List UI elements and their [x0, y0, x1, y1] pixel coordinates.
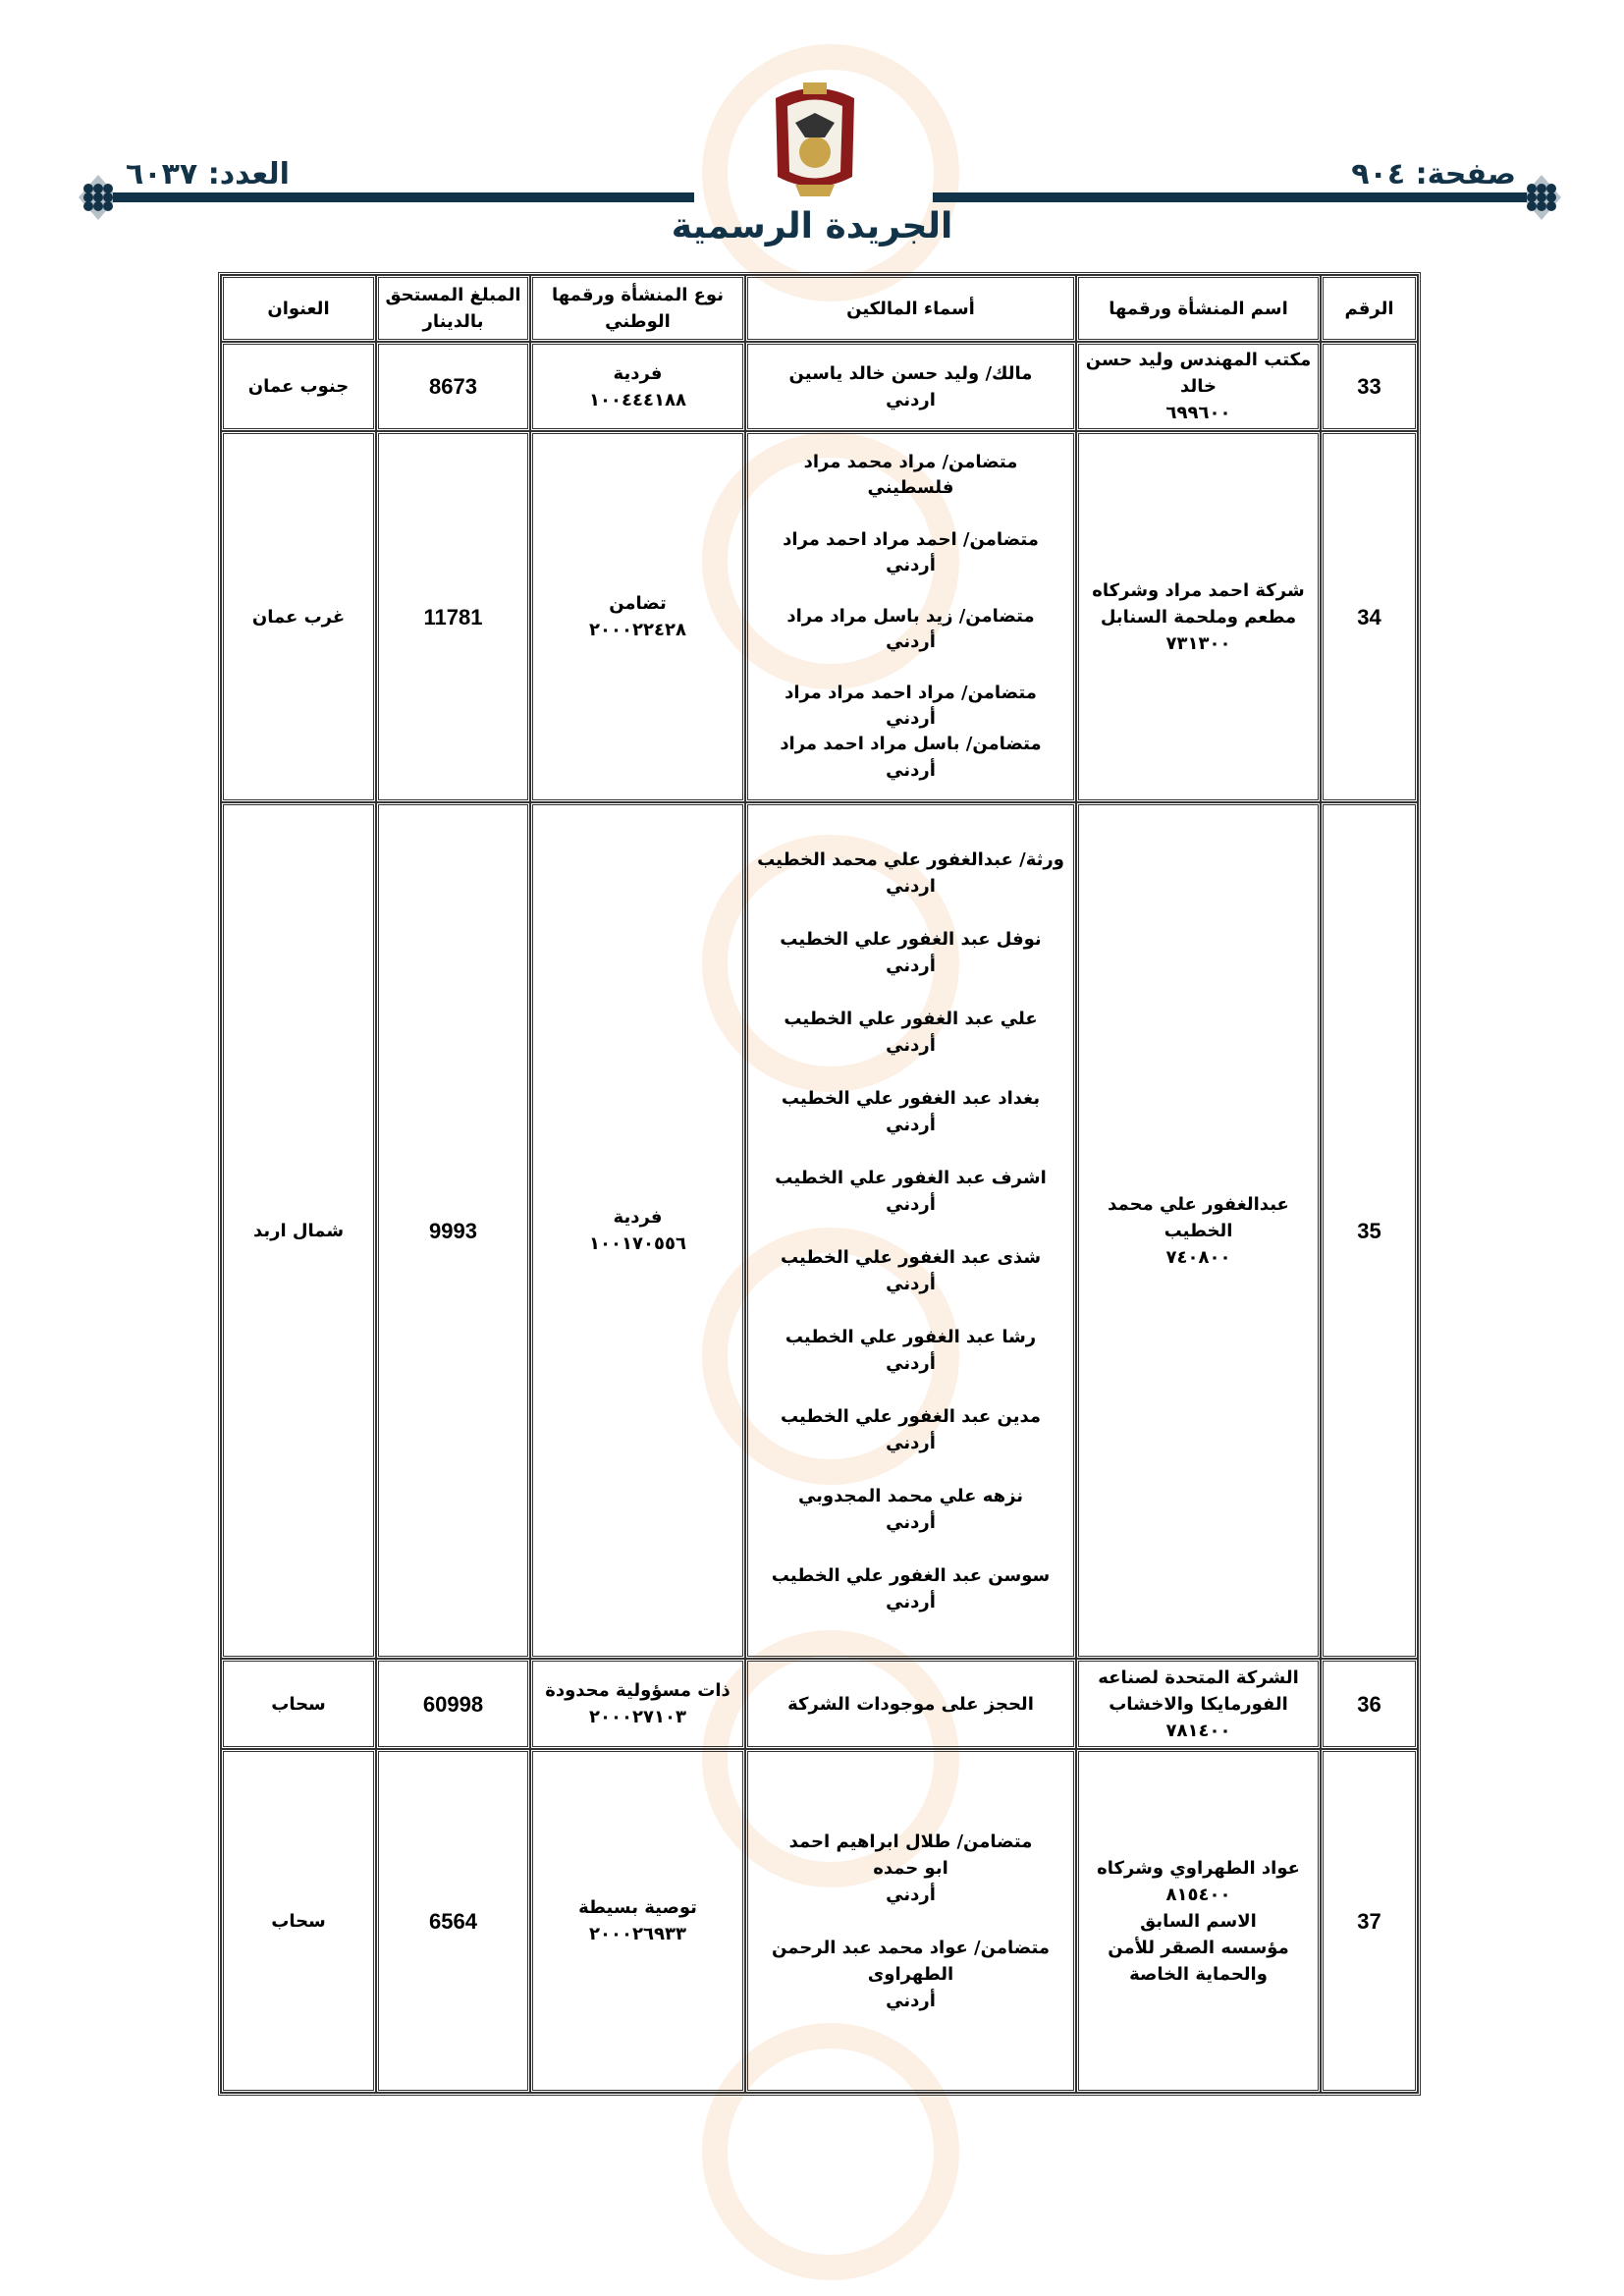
address: جنوب عمان	[221, 342, 376, 431]
amount: 8673	[376, 342, 530, 431]
table-header-row	[221, 275, 1418, 342]
amount: 60998	[376, 1659, 530, 1749]
row-number: 37	[1321, 1749, 1418, 2093]
coat-of-arms-emblem	[766, 79, 864, 201]
establishment-name: شركة احمد مراد وشركاه مطعم وملحمة السنابل ٧٣١٣٠٠	[1076, 431, 1321, 802]
row-number: 34	[1321, 431, 1418, 802]
establishment-name: عواد الطهراوي وشركاه ٨١٥٤٠٠ الاسم السابق مؤسسه الصقر للأمن والحماية الخاصة	[1076, 1749, 1321, 2093]
address: سحاب	[221, 1659, 376, 1749]
establishment-type: ذات مسؤولية محدودة ٢٠٠٠٢٧١٠٣	[530, 1659, 745, 1749]
gazette-title: الجريدة الرسمية	[671, 206, 953, 246]
col-header-amount: المبلغ المستحق بالدينار	[376, 275, 530, 342]
header-rule-left	[113, 192, 694, 202]
establishment-name: الشركة المتحدة لصناعه الفورمايكا والاخشاب ٧٨١٤٠٠	[1076, 1659, 1321, 1749]
owners: متضامن/ مراد محمد مراد فلسطيني متضامن/ احمد مراد احمد مراد أردني متضامن/ زيد باسل مراد مراد أردني متضامن/ مراد احمد مراد مراد أردني متضامن/ باسل مراد احمد مراد أردني	[745, 431, 1076, 802]
table-row	[221, 802, 1418, 1659]
owners: مالك/ وليد حسن خالد ياسين اردني	[745, 342, 1076, 431]
owners: الحجز على موجودات الشركة	[745, 1659, 1076, 1749]
table-row	[221, 1749, 1418, 2093]
amount: 6564	[376, 1749, 530, 2093]
table-row	[221, 1659, 1418, 1749]
establishment-type: توصية بسيطة ٢٠٠٠٢٦٩٣٣	[530, 1749, 745, 2093]
row-number: 35	[1321, 802, 1418, 1659]
address: غرب عمان	[221, 431, 376, 802]
issue-number: العدد: ٦٠٣٧	[126, 157, 290, 191]
table-row	[221, 431, 1418, 802]
col-header-establishment: اسم المنشأة ورقمها	[1076, 275, 1321, 342]
header-rule-right	[933, 192, 1527, 202]
amount: 9993	[376, 802, 530, 1659]
address: سحاب	[221, 1749, 376, 2093]
establishment-name: مكتب المهندس وليد حسن خالد ٦٩٩٦٠٠	[1076, 342, 1321, 431]
address: شمال اربد	[221, 802, 376, 1659]
col-header-number: الرقم	[1321, 275, 1418, 342]
table-row	[221, 342, 1418, 431]
col-header-address: العنوان	[221, 275, 376, 342]
establishment-name: عبدالغفور علي محمد الخطيب ٧٤٠٨٠٠	[1076, 802, 1321, 1659]
amount: 11781	[376, 431, 530, 802]
row-number: 33	[1321, 342, 1418, 431]
owners: ورثة/ عبدالغفور علي محمد الخطيب اردني نوفل عبد الغفور علي الخطيب أردني علي عبد الغفور علي الخطيب أردني بغداد عبد الغفور علي الخطيب أردني اشرف عبد الغفور علي الخطيب أردني شذى عبد الغفور علي الخطيب أردني رشا عبد الغفور علي الخطيب أردني مدين عبد الغفور علي الخطيب أردني نزهه علي محمد المجدوبي أردني سوسن عبد الغفور علي الخطيب أردني	[745, 802, 1076, 1659]
establishment-type: تضامن ٢٠٠٠٢٢٤٢٨	[530, 431, 745, 802]
col-header-owners: أسماء المالكين	[745, 275, 1076, 342]
owners: متضامن/ طلال ابراهيم احمد ابو حمده أردني متضامن/ عواد محمد عبد الرحمن الطهراوى أردني	[745, 1749, 1076, 2093]
col-header-type: نوع المنشأة ورقمها الوطني	[530, 275, 745, 342]
debtors-table	[218, 272, 1421, 2096]
page-number: صفحة: ٩٠٤	[1351, 157, 1516, 191]
establishment-type: فردية ١٠٠٤٤٤١٨٨	[530, 342, 745, 431]
establishment-type: فردية ١٠٠١٧٠٥٥٦	[530, 802, 745, 1659]
row-number: 36	[1321, 1659, 1418, 1749]
